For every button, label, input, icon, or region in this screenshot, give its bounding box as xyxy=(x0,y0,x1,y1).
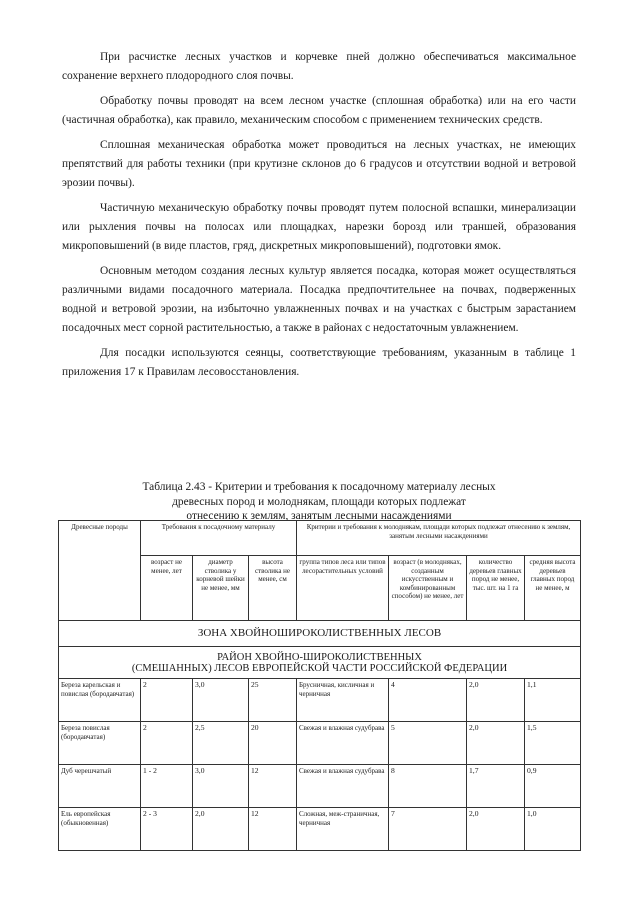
cell-avg-height: 1,5 xyxy=(525,722,581,765)
cell-height: 12 xyxy=(249,808,297,851)
paragraph: Сплошная механическая обработка может проводиться на лесных участках, не имеющих препятствий для работы техники (при крутизне склонов до 6 градусов и отсутствии водной и ветровой эрозии почвы). xyxy=(62,138,576,189)
cell-young-age: 8 xyxy=(389,765,467,808)
cell-height: 12 xyxy=(249,765,297,808)
caption-line: древесных пород и молоднякам, площади которых подлежат xyxy=(172,495,466,508)
header-young-stand-criteria: Критерии и требования к молоднякам, площади которых подлежат отнесению к землям, занятым лесными насаждениями xyxy=(297,521,581,556)
body-text xyxy=(62,48,576,388)
criteria-table xyxy=(58,520,581,851)
cell-avg-height: 1,0 xyxy=(525,808,581,851)
header-collar-diameter: диаметр стволика у корневой шейки не менее, мм xyxy=(193,556,249,621)
header-species: Древесные породы xyxy=(59,521,141,621)
table-row xyxy=(59,722,581,765)
cell-avg-height: 1,1 xyxy=(525,679,581,722)
cell-age: 2 - 3 xyxy=(141,808,193,851)
cell-forest-type: Свежая и влажная судубрава xyxy=(297,765,389,808)
paragraph: Частичную механическую обработку почвы проводят путем полосной вспашки, минерализации или рыхления почвы на полосах или площадках, нарезки борозд или траншей, образования микроповышений (в виде пластов, гряд, дискретных микроповышений), подготовки ямок. xyxy=(62,201,576,252)
cell-young-age: 5 xyxy=(389,722,467,765)
table-caption xyxy=(62,480,576,524)
header-row xyxy=(59,521,581,556)
paragraph: Обработку почвы проводят на всем лесном участке (сплошная обработка) или на его части (частичная обработка), как правило, механическим способом с применением технических средств. xyxy=(62,94,576,126)
header-planting-requirements: Требования к посадочному материалу xyxy=(141,521,297,556)
cell-species: Дуб черешчатый xyxy=(59,765,141,808)
cell-height: 25 xyxy=(249,679,297,722)
table-row xyxy=(59,765,581,808)
paragraph: Основным методом создания лесных культур является посадка, которая может осуществляться различными видами посадочного материала. Посадка предпочтительнее на почвах, подверженных водной и ветровой эрозии, на избыточно увлажненных почвах и на участках с быстрым зарастанием посадочных мест сорной растительностью, а также в районах с недостаточным увлажнением. xyxy=(62,264,576,335)
caption-line: Таблица 2.43 - Критерии и требования к посадочному материалу лесных xyxy=(142,481,496,493)
cell-forest-type: Сложная, меж-страничная, черничная xyxy=(297,808,389,851)
cell-species: Ель европейская (обыкновенная) xyxy=(59,808,141,851)
header-age: возраст не менее, лет xyxy=(141,556,193,621)
cell-young-age: 7 xyxy=(389,808,467,851)
region-title xyxy=(59,647,581,679)
cell-count: 2,0 xyxy=(467,808,525,851)
cell-diameter: 2,5 xyxy=(193,722,249,765)
cell-diameter: 3,0 xyxy=(193,765,249,808)
cell-species: Береза повислая (бородавчатая) xyxy=(59,722,141,765)
header-stem-height: высота стволика не менее, см xyxy=(249,556,297,621)
cell-count: 2,0 xyxy=(467,679,525,722)
caption-line: отнесению к землям, занятым лесными насаждениями xyxy=(186,510,452,522)
header-forest-type: группа типов леса или типов лесорастительных условий xyxy=(297,556,389,621)
cell-count: 2,0 xyxy=(467,722,525,765)
header-main-count: количество деревьев главных пород не менее, тыс. шт. на 1 га xyxy=(467,556,525,621)
paragraph: Для посадки используются сеянцы, соответствующие требованиям, указанным в таблице 1 приложения 17 к Правилам лесовосстановления. xyxy=(62,346,576,378)
cell-age: 1 - 2 xyxy=(141,765,193,808)
zone-title: ЗОНА ХВОЙНОШИРОКОЛИСТВЕННЫХ ЛЕСОВ xyxy=(59,621,581,647)
region-row xyxy=(59,647,581,679)
cell-diameter: 2,0 xyxy=(193,808,249,851)
cell-forest-type: Свежая и влажная судубрава xyxy=(297,722,389,765)
table-row xyxy=(59,679,581,722)
cell-species: Береза карельская и повислая (бородавчатая) xyxy=(59,679,141,722)
region-line: (СМЕШАННЫХ) ЛЕСОВ ЕВРОПЕЙСКОЙ ЧАСТИ РОССИЙСКОЙ ФЕДЕРАЦИИ xyxy=(131,662,508,674)
cell-age: 2 xyxy=(141,722,193,765)
paragraph: При расчистке лесных участков и корчевке пней должно обеспечиваться максимальное сохранение верхнего плодородного слоя почвы. xyxy=(62,51,576,83)
table-row xyxy=(59,808,581,851)
cell-diameter: 3,0 xyxy=(193,679,249,722)
cell-avg-height: 0,9 xyxy=(525,765,581,808)
cell-height: 20 xyxy=(249,722,297,765)
header-young-age: возраст (в молодняках, созданным искусственным и комбинированным способом) не менее, лет xyxy=(389,556,467,621)
zone-row xyxy=(59,621,581,647)
cell-forest-type: Брусничная, кисличная и черничная xyxy=(297,679,389,722)
header-avg-height: средняя высота деревьев главных пород не менее, м xyxy=(525,556,581,621)
region-line: РАЙОН ХВОЙНО-ШИРОКОЛИСТВЕННЫХ xyxy=(217,652,422,663)
cell-count: 1,7 xyxy=(467,765,525,808)
cell-age: 2 xyxy=(141,679,193,722)
cell-young-age: 4 xyxy=(389,679,467,722)
